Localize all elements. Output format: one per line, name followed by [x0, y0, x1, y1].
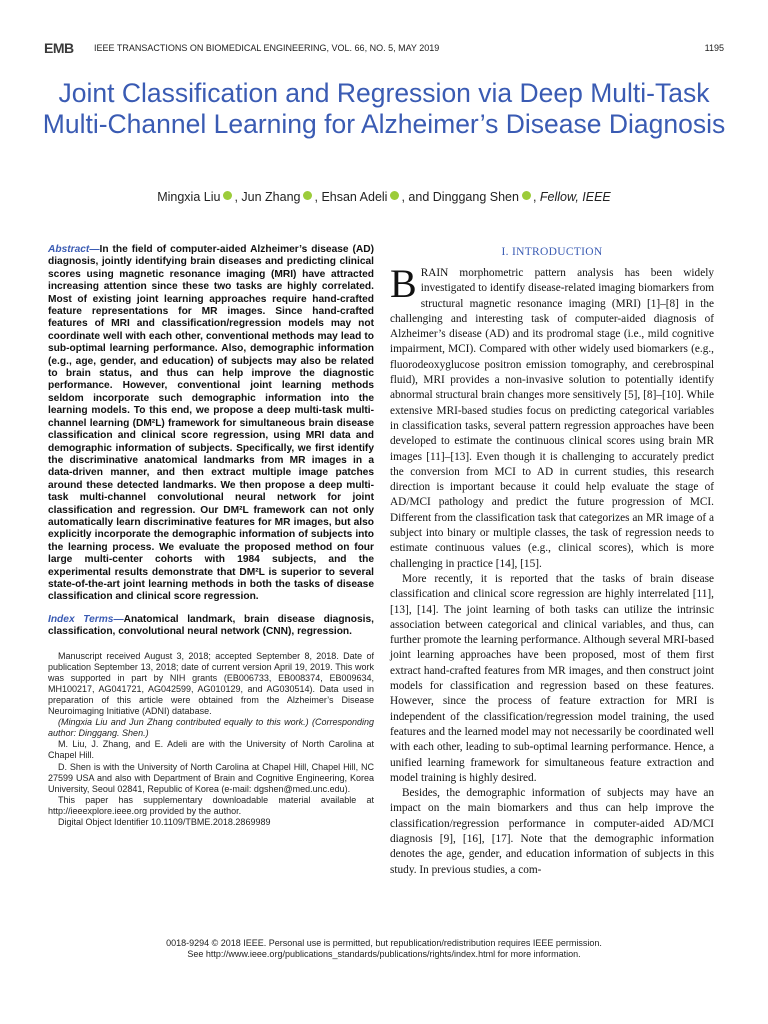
paragraph-text: RAIN morphometric pattern analysis has been widely investigated to identify disease-related imaging biomarkers from structural magnetic resonance imaging (MRI) [1]–[8] in the challenging and interesting task of computer-aided diagnosis of Alzheimer’s disease (AD) and its prodromal stage (i.e., mild cognitive impairment, MCI). Compared with other widely used biomarkers (e.g., fluorodeoxyglucose positron emission tomography, and cerebrospinal fluid), MRI provides a non-invasive solution to potentially identify abnormal structural brain changes more sensitively [5], [8]–[10]. While extensive MRI-based studies focus on predicting categorical variables in classification tasks, several pattern regression approaches have been developed to estimate the continuous clinical scores using brain MR images [11]–[13]. Even though it is challenging to accurately predict the conversion from MCI to AD in current studies, this research direction is important because it could help evaluate the stage of AD/MCI pathology and predict the future progression of MCI. Different from the classification task that categorizes an MR image of a subject into binary or multiple classes, the task of regression needs to estimate continuous values (e.g., clinical scores), which is more challenging in practice [14], [15].: [390, 267, 714, 570]
index-terms: [48, 614, 374, 639]
running-header: [44, 40, 724, 58]
author-name: Ehsan Adeli: [321, 190, 388, 204]
paper-title: Joint Classification and Regression via Deep Multi-Task Multi-Channel Learning for Alzheimer’s Disease Diagnosis: [42, 78, 726, 139]
author-name: Jun Zhang: [241, 190, 301, 204]
footnote-supplementary: This paper has supplementary downloadable material available at http://ieeexplore.ieee.org provided by the author.: [48, 794, 374, 816]
copyright-line: See http://www.ieee.org/publications_standards/publications/rights/index.html for more information.: [187, 949, 581, 959]
journal-name: IEEE TRANSACTIONS ON BIOMEDICAL ENGINEERING, VOL. 66, NO. 5, MAY 2019: [94, 43, 440, 53]
left-column: [48, 244, 374, 828]
orcid-icon[interactable]: [522, 191, 531, 200]
abstract-label: Abstract—: [48, 244, 100, 255]
footnote-corresponding: (Mingxia Liu and Jun Zhang contributed equally to this work.) (Corresponding author: Dinggang. Shen.): [48, 717, 374, 739]
author-conjunction: , and: [401, 190, 430, 204]
index-terms-label: Index Terms—: [48, 613, 124, 625]
footnote-affiliation: D. Shen is with the University of North Carolina at Chapel Hill, Chapel Hill, NC 27599 USA and also with Department of Brain and Cognitive Engineering, Korea University, Seoul 02841, Republic of Korea (e-mail: dgshen@med.unc.edu).: [48, 761, 374, 794]
footnotes: [48, 651, 374, 829]
orcid-icon[interactable]: [390, 191, 399, 200]
orcid-icon[interactable]: [223, 191, 232, 200]
right-column: [390, 244, 714, 878]
author-name: Dinggang Shen: [432, 190, 519, 204]
paragraph: [390, 261, 714, 572]
emb-logo: [44, 40, 78, 58]
abstract-text: In the field of computer-aided Alzheimer’s disease (AD) diagnosis, jointly identifying brain diseases and predicting clinical scores using magnetic resonance imaging (MRI) have attracted increasing attention since these two tasks are highly correlated. Most of existing joint learning approaches require hand-crafted feature representations for MR images. Since hand-crafted features of MRI and classification/regression models may not coordinate well with each other, conventional methods may lead to sub-optimal learning performance. Also, demographic information (e.g., age, gender, and education) of subjects may also be related to brain status, and thus can help improve the diagnostic performance. However, conventional joint learning methods seldom incorporate such demographic information into the learning models. To this end, we propose a deep multi-task multi-channel learning (DM²L) framework for simultaneous brain disease classification and clinical score regression, using MRI data and demographic information of subjects. Specifically, we first identify the discriminative anatomical landmarks from MR images in a data-driven manner, and then extract multiple image patches around these detected landmarks. We then propose a deep multi-task multi-channel convolutional neural network for joint classification and regression. Our DM²L framework can not only automatically learn discriminative features for MR images, but also explicitly incorporate the demographic information of subjects into the learning process. We evaluate the proposed method on four large multi-center cohorts with 1984 subjects, and the experimental results demonstrate that DM²L is superior to several state-of-the-art joint learning methods in both the tasks of disease classification and clinical score regression.: [48, 244, 374, 603]
paragraph: Besides, the demographic information of subjects may have an impact on the main biomarkers and thus can help improve the classification/regression performance in computer-aided AD/MCI diagnosis [9], [16], [17]. Note that the demographic information denotes the age, gender, and education information of subjects in this study. In previous studies, a com-: [390, 787, 714, 876]
author-fellow-title: Fellow, IEEE: [539, 190, 611, 204]
copyright-notice: [40, 938, 728, 960]
footnote-received: Manuscript received August 3, 2018; accepted September 8, 2018. Date of publication September 13, 2018; date of current version April 19, 2019. This work was supported in part by NIH grants (EB006733, EB008374, EB009634, MH100217, AG041721, AG042599, AG010129, and AG030514). Data used in preparation of this article were obtained from the Alzheimer’s Disease Neuroimaging Initiative (ADNI) database.: [48, 650, 374, 717]
section-heading: I. INTRODUCTION: [501, 246, 603, 258]
page-number: 1195: [704, 43, 724, 53]
abstract: [48, 244, 374, 604]
author-name: Mingxia Liu: [157, 190, 221, 204]
footnote-affiliation: M. Liu, J. Zhang, and E. Adeli are with the University of North Carolina at Chapel Hill.: [48, 739, 374, 761]
logo-text: EMB: [44, 40, 74, 56]
author-list: Mingxia Liu , Jun Zhang , Ehsan Adeli , and Dinggang Shen , Fellow, IEEE: [157, 190, 611, 204]
index-terms-text: Anatomical landmark, brain disease diagnosis, classification, convolutional neural network (CNN), regression.: [48, 613, 374, 638]
introduction-body: [390, 261, 714, 878]
paragraph: More recently, it is reported that the tasks of brain disease classification and clinical score regression are highly interrelated [11], [13], [14]. The joint learning of both tasks can utilize the intrinsic association between categorical and clinical variables, and thus, can further promote the learning performance. Although several MRI-based joint learning approaches have been proposed, most of them first extract hand-crafted features from MR images, and then construct joint models for classification and regression based on these features. However, since the process of feature extraction for MRI is independent of the classification/regression model training, the used features and the learned model may not necessarily be coordinated well with each other, leading to sub-optimal learning performance. Hence, a unified learning framework for simultaneous feature extraction and model training is highly desired.: [390, 572, 714, 784]
orcid-icon[interactable]: [303, 191, 312, 200]
footnote-doi: Digital Object Identifier 10.1109/TBME.2018.2869989: [58, 817, 271, 827]
drop-cap: B: [390, 261, 417, 306]
copyright-line: 0018-9294 © 2018 IEEE. Personal use is permitted, but republication/redistribution requires IEEE permission.: [166, 938, 602, 948]
